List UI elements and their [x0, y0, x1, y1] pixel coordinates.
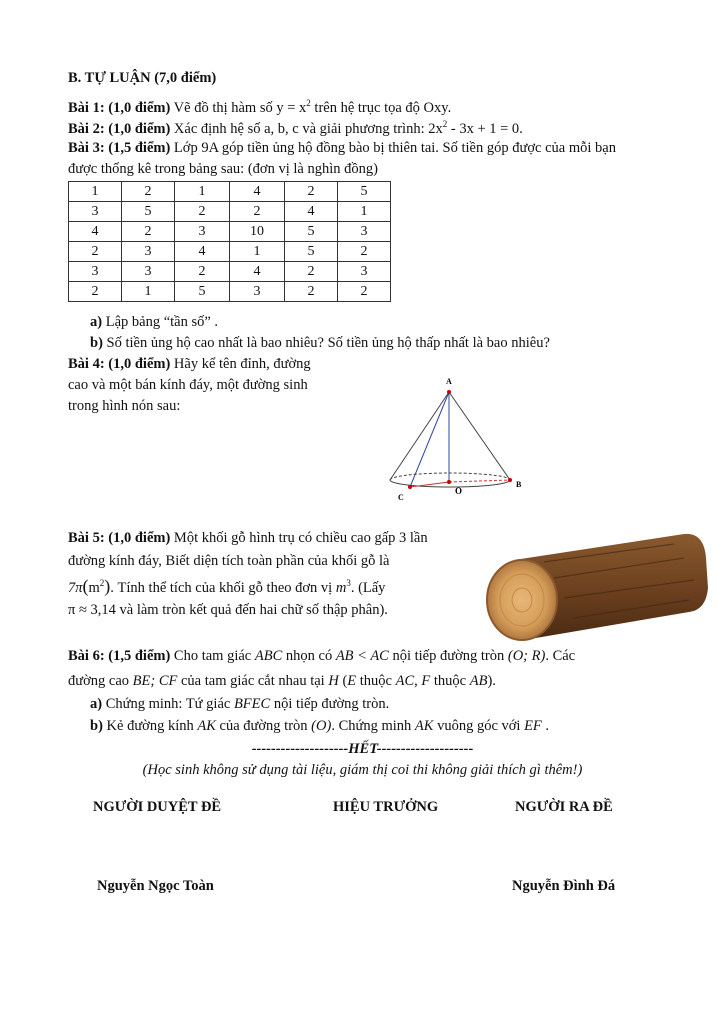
table-cell: 3: [69, 202, 122, 222]
exam-note: (Học sinh không sử dụng tài liệu, giám thị coi thi không giải thích gì thêm!): [142, 762, 583, 778]
table-cell: 4: [230, 262, 285, 282]
point-c-dot: [408, 485, 412, 489]
bai5-label: Bài 5: (1,0 điểm): [68, 530, 171, 546]
table-cell: 2: [175, 262, 230, 282]
table-cell: 5: [338, 182, 391, 202]
bai5-line4: π ≈ 3,14 và làm tròn kết quả đến hai chữ số thập phân).: [68, 602, 388, 618]
wooden-log-image: [484, 528, 714, 650]
table-cell: 2: [338, 282, 391, 302]
label-b: B: [516, 480, 522, 489]
table-cell: 2: [285, 262, 338, 282]
table-cell: 2: [285, 282, 338, 302]
bai2-line: Bài 2: (1,0 điểm) Xác định hệ số a, b, c và giải phương trình: $2x^2 - 3x + 1 = 0$.: [68, 119, 523, 137]
reviewer-title: NGƯỜI DUYỆT ĐỀ: [93, 799, 222, 815]
bai6-line2: đường cao BE; CF của tam giác cắt nhau tại H (E thuộc AC, F thuộc AB).: [68, 673, 496, 689]
bai4-label: Bài 4: (1,0 điểm): [68, 356, 171, 372]
table-cell: 5: [285, 222, 338, 242]
bai3-label: Bài 3: (1,5 điểm): [68, 140, 171, 156]
table-cell: 2: [69, 242, 122, 262]
author-title: NGƯỜI RA ĐỀ: [515, 799, 613, 815]
table-cell: 1: [69, 182, 122, 202]
table-cell: 3: [69, 262, 122, 282]
label-o: O: [455, 486, 463, 496]
table-cell: 5: [285, 242, 338, 262]
bai1-label: Bài 1: (1,0 điểm): [68, 99, 171, 116]
table-cell: 4: [285, 202, 338, 222]
bai6-part-a: a) Chứng minh: Tứ giác BFEC nội tiếp đường tròn.: [90, 696, 390, 712]
cone-right-generatrix: [449, 392, 510, 480]
cone-figure: [380, 372, 540, 508]
table-cell: 2: [122, 222, 175, 242]
bai3-part-b: b) Số tiền ủng hộ cao nhất là bao nhiêu? Số tiền ủng hộ thấp nhất là bao nhiêu?: [90, 335, 550, 351]
table-cell: 5: [175, 282, 230, 302]
table-cell: 3: [122, 262, 175, 282]
table-cell: 2: [230, 202, 285, 222]
bai1-line: Bài 1: (1,0 điểm) Vẽ đồ thị hàm số $y = x^2$ trên hệ trục tọa độ Oxy.: [68, 98, 452, 116]
log-end-face: [487, 560, 557, 640]
table-row: [69, 262, 391, 282]
table-cell: 4: [69, 222, 122, 242]
bai6-part-b: b) Kẻ đường kính AK của đường tròn (O). Chứng minh AK vuông góc với EF .: [90, 718, 550, 734]
table-row: [69, 222, 391, 242]
table-cell: 3: [338, 262, 391, 282]
author-name: Nguyễn Đình Đá: [512, 878, 616, 894]
bai2-label: Bài 2: (1,0 điểm): [68, 120, 171, 137]
cone-radius-ob: [449, 480, 510, 482]
reviewer-name: Nguyễn Ngọc Toàn: [97, 878, 214, 894]
table-cell: 2: [122, 182, 175, 202]
table-cell: 10: [230, 222, 285, 242]
bai5-line3: $7\pi(m^2)$. Tính thể tích của khối gỗ theo đơn vị $m^3$. (Lấy: [68, 576, 386, 596]
bai6-label: Bài 6: (1,5 điểm): [68, 648, 171, 664]
table-cell: 5: [122, 202, 175, 222]
table-cell: 2: [338, 242, 391, 262]
table-cell: 3: [175, 222, 230, 242]
table-cell: 4: [230, 182, 285, 202]
bai6-line1: Bài 6: (1,5 điểm) Cho tam giác ABC nhọn có AB < AC nội tiếp đường tròn (O; R). Các: [68, 648, 576, 664]
point-b-dot: [508, 478, 512, 482]
table-cell: 1: [122, 282, 175, 302]
label-c: C: [398, 493, 404, 502]
bai4-line3: trong hình nón sau:: [68, 398, 181, 414]
bai4-line1: Bài 4: (1,0 điểm) Hãy kể tên đỉnh, đường: [68, 356, 311, 372]
cone-left-generatrix: [390, 392, 449, 480]
table-cell: 1: [230, 242, 285, 262]
bai3-line2: được thống kê trong bảng sau: (đơn vị là nghìn đồng): [68, 161, 378, 177]
end-marker: --------------------HẾT--------------------: [251, 741, 474, 757]
cone-slant-line: [410, 392, 449, 487]
table-cell: 4: [175, 242, 230, 262]
table-cell: 3: [338, 222, 391, 242]
money-table: [68, 181, 391, 302]
table-row: [69, 182, 391, 202]
table-row: [69, 242, 391, 262]
table-row: [69, 282, 391, 302]
cone-base-back: [390, 473, 510, 480]
table-cell: 2: [69, 282, 122, 302]
table-cell: 2: [285, 182, 338, 202]
table-cell: 2: [175, 202, 230, 222]
table-cell: 3: [122, 242, 175, 262]
bai5-line2: đường kính đáy, Biết diện tích toàn phần của khối gỗ là: [68, 553, 390, 569]
vertex-a-dot: [447, 390, 451, 394]
bai3-line1: Bài 3: (1,5 điểm) Lớp 9A góp tiền ủng hộ đồng bào bị thiên tai. Số tiền góp được của mỗi bạn: [68, 140, 616, 156]
table-row: [69, 202, 391, 222]
bai3-part-a: a) Lập bảng “tần số” .: [90, 314, 219, 330]
principal-title: HIỆU TRƯỞNG: [333, 799, 439, 815]
table-cell: 3: [230, 282, 285, 302]
table-cell: 1: [338, 202, 391, 222]
section-title: B. TỰ LUẬN (7,0 điểm): [68, 70, 217, 86]
label-a: A: [446, 377, 452, 386]
bai5-line1: Bài 5: (1,0 điểm) Một khối gỗ hình trụ có chiều cao gấp 3 lần: [68, 530, 428, 546]
bai4-line2: cao và một bán kính đáy, một đường sinh: [68, 377, 308, 393]
center-o-dot: [447, 480, 451, 484]
table-cell: 1: [175, 182, 230, 202]
